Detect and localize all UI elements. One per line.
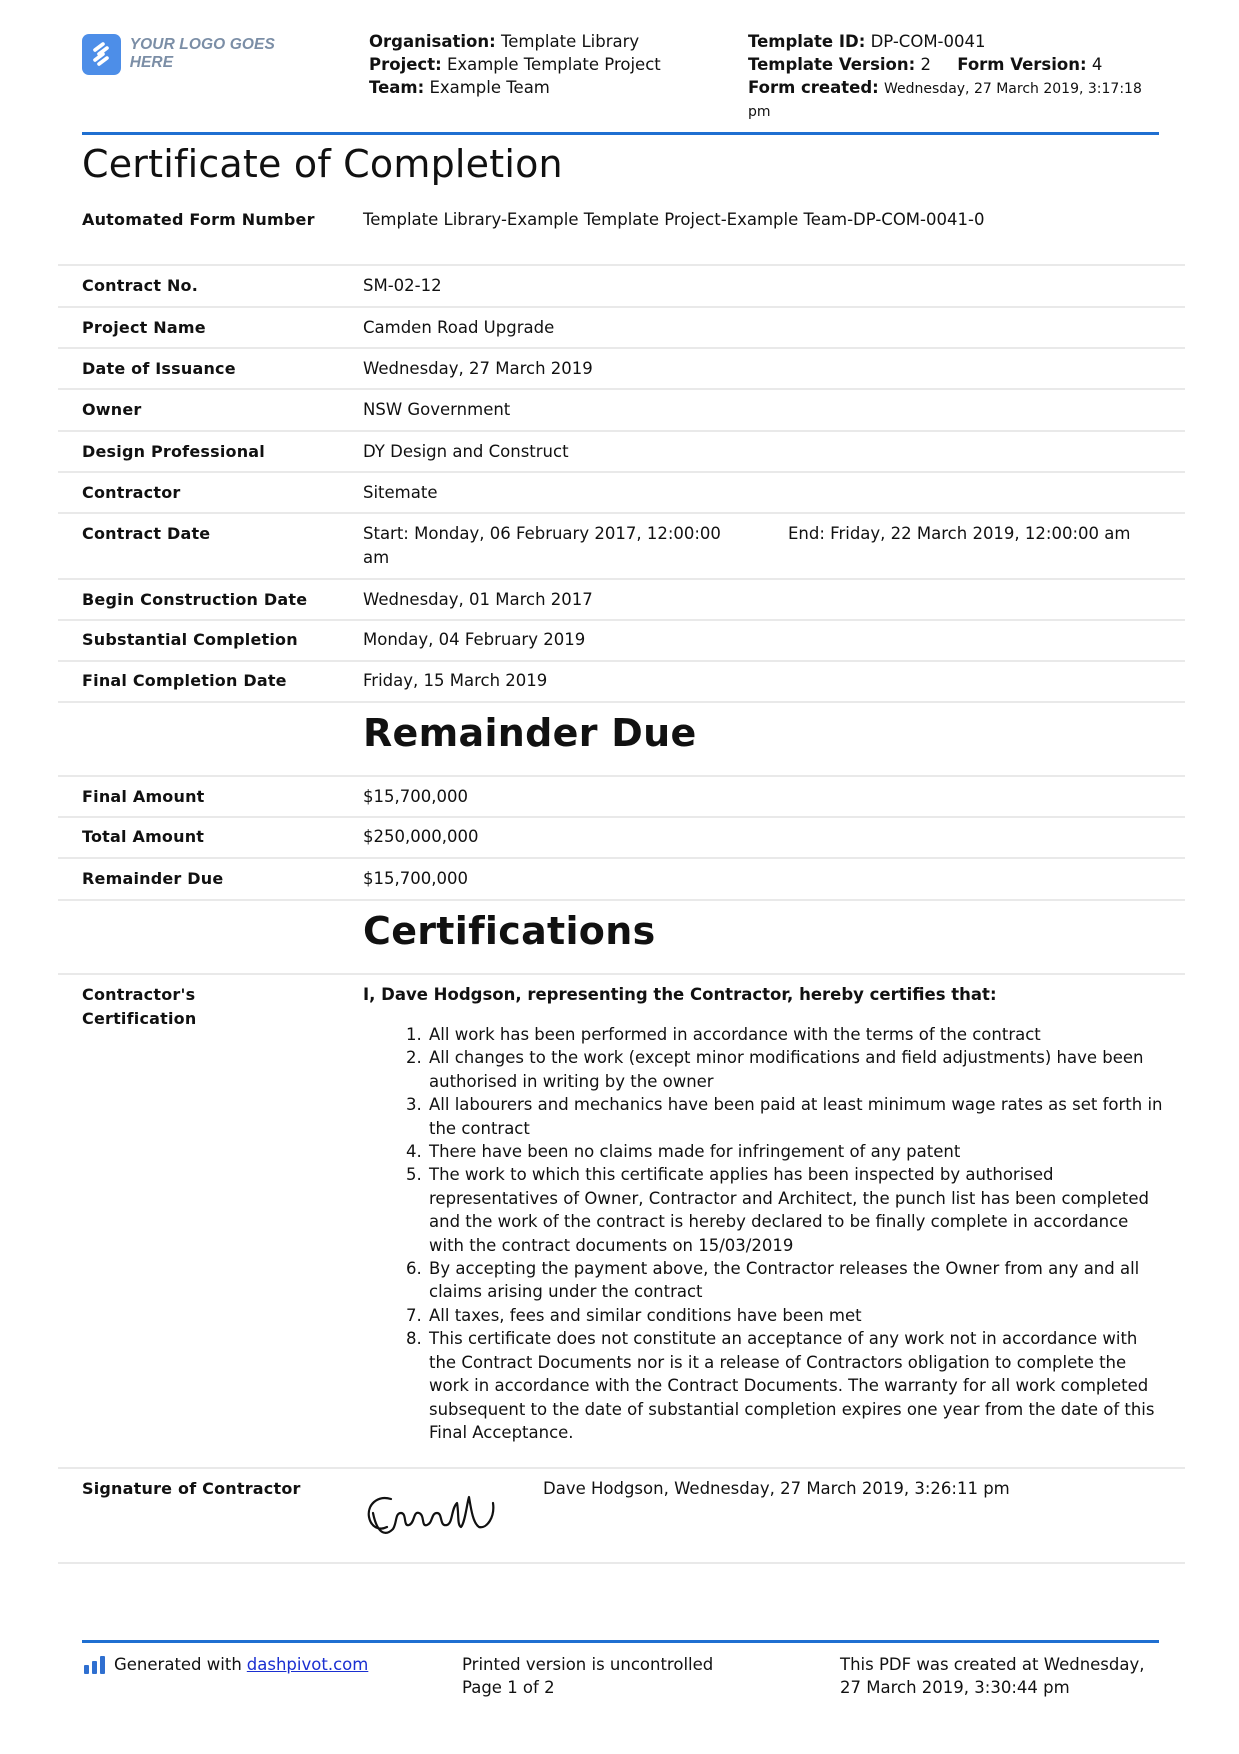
total-amount-label: Total Amount <box>82 827 205 846</box>
pdf-created-text: This PDF was created at Wednesday, 27 March 2019, 3:30:44 pm <box>840 1655 1145 1697</box>
form-version-label: Form Version: <box>957 55 1087 74</box>
row-owner <box>58 390 1185 432</box>
header-project-info <box>369 30 729 99</box>
team-label: Team: <box>369 78 425 97</box>
row-final-completion-date <box>58 662 1185 703</box>
final-completion-date-label: Final Completion Date <box>82 671 287 690</box>
project-value: Example Template Project <box>446 55 661 74</box>
dashpivot-bars-icon <box>84 1656 105 1674</box>
footer-divider <box>82 1640 1159 1643</box>
remainder-due-value: $15,700,000 <box>363 869 468 888</box>
row-project-name <box>58 308 1185 349</box>
row-date-of-issuance <box>58 349 1185 390</box>
substantial-completion-value: Monday, 04 February 2019 <box>363 630 586 649</box>
design-professional-label: Design Professional <box>82 442 265 461</box>
organisation-value: Template Library <box>500 32 640 51</box>
contract-no-label: Contract No. <box>82 276 199 295</box>
certification-item: 2. All changes to the work (except minor modifications and field adjustments) have been authorised in writing by the owner <box>427 1046 1163 1093</box>
contractor-certification-label: Contractor's Certification <box>82 985 197 1028</box>
signature-label: Signature of Contractor <box>82 1479 301 1498</box>
certification-intro: I, Dave Hodgson, representing the Contractor, hereby certifies that: <box>363 985 997 1004</box>
substantial-completion-label: Substantial Completion <box>82 630 298 649</box>
dashpivot-link[interactable]: dashpivot.com <box>246 1655 369 1674</box>
contractor-signature-image <box>363 1483 503 1543</box>
template-version-label: Template Version: <box>748 55 916 74</box>
certification-item: 1. All work has been performed in accordance with the terms of the contract <box>427 1023 1163 1046</box>
automated-form-number-value: Template Library-Example Template Project-Example Team-DP-COM-0041-0 <box>363 210 985 229</box>
contract-date-start: Start: Monday, 06 February 2017, 12:00:00 am <box>363 524 721 567</box>
page-title: Certificate of Completion <box>82 142 563 186</box>
certification-item: 6. By accepting the payment above, the Contractor releases the Owner from any and all claims arising under the contract <box>427 1257 1163 1304</box>
form-created-value-cont: pm <box>748 104 771 120</box>
signature-text: Dave Hodgson, Wednesday, 27 March 2019, 3:26:11 pm <box>543 1479 1010 1498</box>
design-professional-value: DY Design and Construct <box>363 442 569 461</box>
generated-with-text: Generated with <box>114 1655 242 1674</box>
row-contractor-certification <box>58 975 1185 1469</box>
company-logo <box>82 33 312 75</box>
row-total-amount <box>58 818 1185 859</box>
project-name-label: Project Name <box>82 318 206 337</box>
row-contractor <box>58 473 1185 514</box>
remainder-section-header <box>58 703 1185 777</box>
row-contract-no <box>58 266 1185 308</box>
form-created-value: Wednesday, 27 March 2019, 3:17:18 <box>884 81 1142 97</box>
template-version-value: 2 <box>920 55 931 74</box>
organisation-label: Organisation: <box>369 32 496 51</box>
final-amount-value: $15,700,000 <box>363 787 468 806</box>
header-template-info <box>748 30 1158 124</box>
row-remainder-due <box>58 859 1185 901</box>
row-contractor-signature <box>58 1469 1185 1564</box>
total-amount-value: $250,000,000 <box>363 827 479 846</box>
row-substantial-completion <box>58 621 1185 662</box>
automated-form-number-label: Automated Form Number <box>82 210 315 229</box>
certification-item: 3. All labourers and mechanics have been paid at least minimum wage rates as set forth in the contract <box>427 1093 1163 1140</box>
begin-construction-date-label: Begin Construction Date <box>82 590 308 609</box>
date-of-issuance-label: Date of Issuance <box>82 359 236 378</box>
project-name-value: Camden Road Upgrade <box>363 318 555 337</box>
team-value: Example Team <box>429 78 550 97</box>
contract-date-label: Contract Date <box>82 524 211 543</box>
certification-item: 8. This certificate does not constitute an acceptance of any work not in accordance with the Contract Documents nor is it a release of Contractors obligation to complete the work in accordance with the Contract Documents. The warranty for all work completed subsequent to the date of substantial completion expires one year from the date of this Final Acceptance. <box>427 1327 1163 1444</box>
owner-value: NSW Government <box>363 400 511 419</box>
row-begin-construction-date <box>58 580 1185 621</box>
template-id-label: Template ID: <box>748 32 866 51</box>
logo-icon <box>82 34 121 75</box>
certification-item: 5. The work to which this certificate applies has been inspected by authorised representatives of Owner, Contractor and Architect, the punch list has been completed and the work of the contract is hereby declared to be finally complete in accordance with the contract documents on 15/03/2019 <box>427 1163 1163 1257</box>
certifications-section-title: Certifications <box>363 909 656 953</box>
project-label: Project: <box>369 55 442 74</box>
template-id-value: DP-COM-0041 <box>870 32 986 51</box>
owner-label: Owner <box>82 400 142 419</box>
certification-item: 4. There have been no claims made for infringement of any patent <box>427 1140 1163 1163</box>
date-of-issuance-value: Wednesday, 27 March 2019 <box>363 359 593 378</box>
row-automated-form-number <box>58 204 1185 266</box>
header-divider <box>82 132 1159 135</box>
footer-print-info <box>462 1653 713 1699</box>
uncontrolled-text: Printed version is uncontrolled <box>462 1655 714 1674</box>
begin-construction-date-value: Wednesday, 01 March 2017 <box>363 590 593 609</box>
row-final-amount <box>58 777 1185 818</box>
contractor-label: Contractor <box>82 483 181 502</box>
row-design-professional <box>58 432 1185 473</box>
remainder-due-label: Remainder Due <box>82 869 224 888</box>
form-created-label: Form created: <box>748 78 879 97</box>
final-completion-date-value: Friday, 15 March 2019 <box>363 671 548 690</box>
certification-list <box>363 1023 1163 1444</box>
remainder-section-title: Remainder Due <box>363 711 697 755</box>
certification-item: 7. All taxes, fees and similar conditions have been met <box>427 1304 1163 1327</box>
contract-date-end: End: Friday, 22 March 2019, 12:00:00 am <box>788 524 1131 543</box>
final-amount-label: Final Amount <box>82 787 205 806</box>
contract-no-value: SM-02-12 <box>363 276 442 295</box>
certifications-section-header <box>58 901 1185 975</box>
footer-generated <box>84 1653 368 1676</box>
row-contract-date <box>58 514 1185 580</box>
contractor-value: Sitemate <box>363 483 438 502</box>
logo-text: YOUR LOGO GOES HERE <box>129 36 275 71</box>
page-number: Page 1 of 2 <box>462 1678 555 1697</box>
form-version-value: 4 <box>1091 55 1103 74</box>
